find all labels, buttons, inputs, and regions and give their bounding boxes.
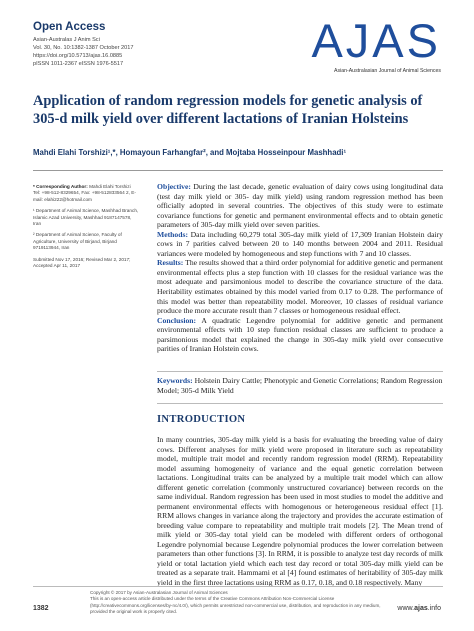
conclusion-label: Conclusion: <box>157 315 197 325</box>
corresponding-label: * Corresponding Author: <box>33 184 88 189</box>
results-label: Results: <box>157 258 184 268</box>
submission-dates: Submitted Nov 17, 2016; Revised Mar 2, 2017; Accepted Apr 11, 2017 <box>33 256 131 269</box>
objective-label: Objective: <box>157 182 191 191</box>
article-title: Application of random regression models for genetic analysis of 305-d milk yield over different lactations of Iranian Holsteins <box>33 93 423 127</box>
volume-info: Vol. 30, No. 10:1382-1387 October 2017 <box>33 45 134 51</box>
keywords-label: Keywords: <box>157 376 193 385</box>
sidebar-info <box>33 184 139 274</box>
license-text: This is an open-access article distributed under the terms of the Creative Commons Attribution Non-Commercial License (http://creativecommons.org/licenses/by-nc/4.0/), which permits unrestricted non-commercial use, distribution, and reproduction in any medium, provided the original work is properly cited. <box>90 596 381 614</box>
journal-info <box>33 21 253 68</box>
page-number: 1382 <box>33 605 49 612</box>
abstract <box>157 182 443 354</box>
journal-website-link[interactable] <box>397 605 441 612</box>
contact-info: Tel: +98-512-8329654, Fax: +98-512833564 2, E-mail: elahi222@hotmail.com <box>33 190 136 202</box>
header-divider <box>33 170 443 171</box>
copyright-line: Copyright © 2017 by Asian-Australasian Journal of Animal Sciences <box>90 590 228 595</box>
abstract-conclusion <box>157 316 443 354</box>
open-access-label: Open Access <box>33 21 106 33</box>
doi-link[interactable]: https://doi.org/10.5713/ajas.16.0885 <box>33 53 123 59</box>
affiliation-1: ¹ Department of Animal Science, Mashhad Branch, Islamic Azad University, Mashhad 9187147578, Iran <box>33 208 139 227</box>
keywords <box>157 376 443 395</box>
introduction-divider <box>157 403 443 404</box>
journal-logo <box>301 16 441 74</box>
corresponding-author <box>33 184 139 203</box>
corresponding-name: Mahdi Elahi Torshizi <box>89 184 131 189</box>
keywords-divider <box>157 371 443 372</box>
site-prefix: www. <box>397 605 415 612</box>
keywords-text: Holstein Dairy Cattle; Phenotypic and Genetic Correlations; Random Regression Model; 305-d Milk Yield <box>157 376 443 395</box>
site-suffix: .info <box>427 605 441 612</box>
site-name: ajas <box>414 605 428 612</box>
objective-text: During the last decade, genetic evaluation of dairy cows using longitudinal data (test day milk yield or 305- day milk yield) using random regression method has been officially adopted in several countries. The objectives of this study were to estimate covariance functions for genetic and permanent environmental effects and to obtain genetic parameters of 305-day milk yield over seven parities. <box>157 182 443 230</box>
introduction-heading: INTRODUCTION <box>157 414 246 425</box>
affiliation-2: ² Department of Animal Science, Faculty of Agriculture, University of Birjand, Birjand 9719113944, Iran <box>33 232 122 251</box>
logo-text: AJAS <box>311 14 441 67</box>
abstract-objective <box>157 182 443 230</box>
author-list: Mahdi Elahi Torshizi¹,*, Homayoun Farhangfar², and Mojtaba Hosseinpour Mashhadi¹ <box>33 148 347 157</box>
abstract-methods <box>157 230 443 259</box>
methods-text: Data including 60,279 total 305-day milk yield of 17,309 Iranian Holstein dairy cows in 7 parities calved between 20 to 140 months between 2004 and 2011. Residual variances were modeled by homogeneous and step functions with 7 and 10 classes. <box>157 229 443 258</box>
footer-license <box>90 590 390 615</box>
introduction-body: In many countries, 305-day milk yield is a basis for evaluating the breeding value of dairy cows. Different analyses for milk yield were proposed in literature such as repeatability model, multiple trait model and recently random regression model (RRM). Repeatability model assuming homogeneity of variance and the equal genetic correlation between lactations. Longitudinal traits can be analyzed by a multiple trait model which can allow different genetic correlation (commonly unstructured covariance) between records on the same individual. Random regression has been used in most studies to model the additive and permanent environmental effects with homogenous or heterogeneous residual effect [1]. RRM allows changes in variance along the trajectory and provides the accurate estimation of breeding value compare to repeatability and multiple trait models [2]. The Mean trend of milk yield or 305-day total yield can be modeled with different orders of orthogonal Legendre polynomial because Legendre polynomial produces the lower correlation between parameters than other functions [3]. In RRM, it is possible to analyze test day records of milk yield or total lactation yield which each test day record or total 305-day milk yield can be treated as a separate trait. Hammami et al [4] found estimates of heritability of 305-day milk yield in the first three lactations using RRM as 0.17, 0.18, and 0.18 respectively. Many <box>157 435 443 587</box>
footer-divider <box>33 586 443 587</box>
conclusion-text: A quadratic Legendre polynomial for additive genetic and permanent environmental effects with 10 step function residual classes are sufficient to produce a parsimonious model that explained the change in 305-day milk yield over consecutive parities of Iranian Holstein cows. <box>157 315 443 354</box>
methods-label: Methods: <box>157 229 188 239</box>
journal-citation: Asian-Australas J Anim Sci <box>33 37 100 43</box>
abstract-results <box>157 258 443 315</box>
results-text: The results showed that a third order polynomial for additive genetic and permanent environmental effects plus a step function with 10 classes for the residual variance was the most adequate and parsimonious model to describe the covariance structure of the data. Heritability estimates obtained by this model varied from 0.17 to 0.28. The performance of this model was better than repeatability model. Moreover, 10 classes of residual variance produce the more accurate result than 7 classes or homogeneous residual effect. <box>157 258 443 316</box>
issn-info: pISSN 1011-2367 eISSN 1976-5517 <box>33 61 124 67</box>
logo-subtitle: Asian-Australasian Journal of Animal Sciences <box>334 68 441 74</box>
